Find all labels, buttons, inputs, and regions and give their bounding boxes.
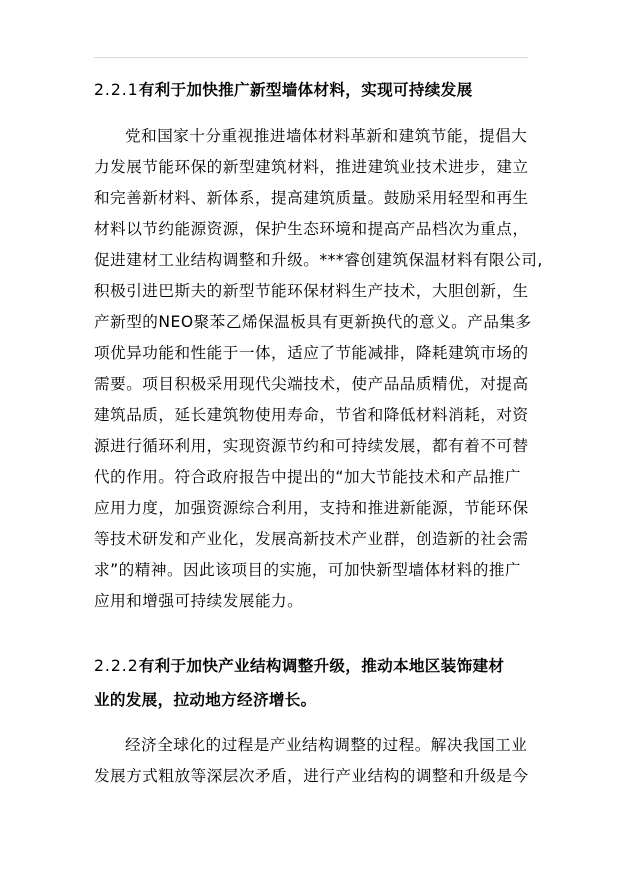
paragraph-line: 等技术研发和产业化，发展高新技术产业群，创造新的社会需 — [94, 530, 529, 548]
paragraph-line: 求”的精神。因此该项目的实施，可加快新型墙体材料的推广 — [94, 561, 522, 579]
paragraph-line: 材料以节约能源资源，保护生态环境和提高产品档次为重点， — [94, 220, 529, 238]
paragraph-line: 促进建材工业结构调整和升级。***睿创建筑保温材料有限公司, — [94, 251, 543, 269]
paragraph-line: 代的作用。符合政府报告中提出的“加大节能技术和产品推广 — [94, 468, 522, 486]
paragraph-line: 需要。项目积极采用现代尖端技术，使产品品质精优，对提高 — [94, 375, 529, 393]
paragraph-line: 项优异功能和性能于一体，适应了节能减排，降耗建筑市场的 — [94, 344, 529, 362]
section-heading-2-2-2 — [94, 656, 504, 676]
section-heading-2-2-1 — [94, 80, 472, 100]
section-number: 2.2.1 — [94, 81, 139, 99]
paragraph-line: 积极引进巴斯夫的新型节能环保材料生产技术，大胆创新，生 — [94, 282, 529, 300]
paragraph-line: 发展方式粗放等深层次矛盾，进行产业结构的调整和升级是今 — [94, 767, 529, 785]
section-title-line: 有利于加快产业结构调整升级，推动本地区装饰建材 — [138, 657, 505, 675]
section-number: 2.2.2 — [94, 657, 139, 675]
paragraph-line: 源进行循环利用，实现资源节约和可持续发展，都有着不可替 — [94, 437, 529, 455]
paragraph-line: 建筑品质，延长建筑物使用寿命，节省和降低材料消耗，对资 — [94, 406, 529, 424]
paragraph-line: 产新型的NEO聚苯乙烯保温板具有更新换代的意义。产品集多 — [94, 313, 532, 331]
header-rule — [94, 57, 528, 58]
section-heading-2-2-2-continued — [94, 690, 317, 710]
paragraph-line: 应用力度，加强资源综合利用，支持和推进新能源，节能环保 — [94, 499, 529, 517]
section-paragraph-2-2-2 — [94, 730, 534, 792]
section-paragraph-2-2-1 — [94, 121, 543, 617]
section-title: 有利于加快推广新型墙体材料，实现可持续发展 — [138, 81, 473, 99]
section-title-line: 业的发展，拉动地方经济增长。 — [94, 691, 317, 709]
paragraph-line: 党和国家十分重视推进墙体材料革新和建筑节能，提倡大 — [125, 127, 528, 145]
paragraph-line: 应用和增强可持续发展能力。 — [94, 592, 304, 610]
paragraph-line: 经济全球化的过程是产业结构调整的过程。解决我国工业 — [125, 736, 528, 754]
paragraph-line: 和完善新材料、新体系，提高建筑质量。鼓励采用轻型和再生 — [94, 189, 529, 207]
paragraph-line: 力发展节能环保的新型建筑材料，推进建筑业技术进步，建立 — [94, 158, 529, 176]
